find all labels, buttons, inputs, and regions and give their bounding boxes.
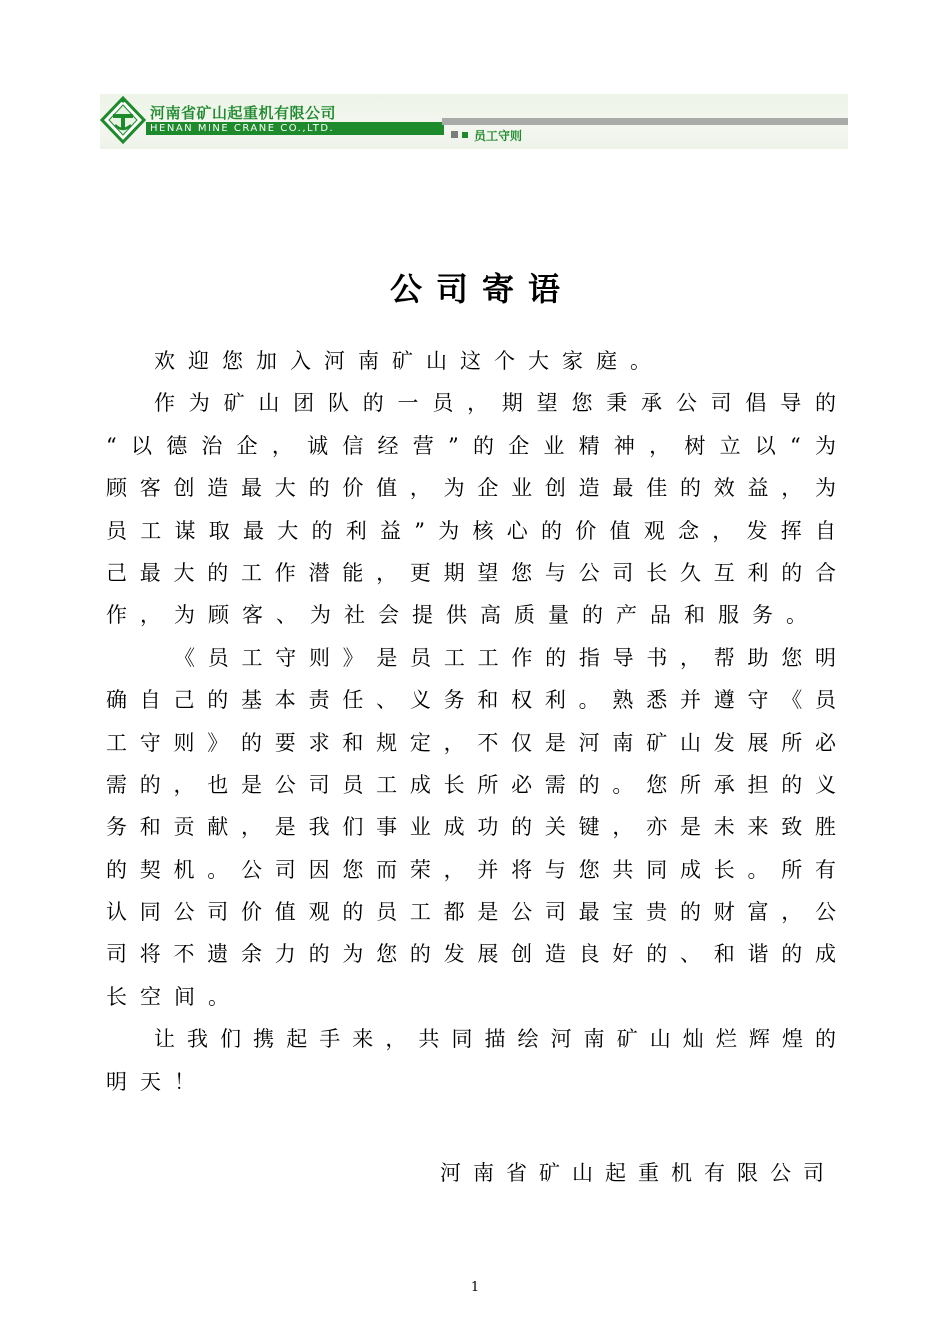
body-line: 的契机。公司因您而荣，并将与您共同成长。所有 — [106, 857, 836, 882]
body-line: 司将不遗余力的为您的发展创造良好的、和谐的成 — [106, 942, 836, 967]
header-banner — [100, 94, 848, 149]
body-line: 确自己的基本责任、义务和权利。熟悉并遵守《员 — [106, 688, 836, 713]
company-logo-icon — [100, 96, 146, 144]
gray-square-icon — [451, 131, 458, 138]
page-title: 公司寄语 — [389, 270, 574, 308]
body-line: 员工谋取最大的利益”为核心的价值观念，发挥自 — [106, 518, 836, 543]
body-line: 明天！ — [106, 1069, 208, 1094]
body-line: 作为矿山团队的一员，期望您秉承公司倡导的 — [154, 391, 836, 416]
body-line: 己最大的工作潜能，更期望您与公司长久互利的合 — [106, 560, 836, 585]
body-line: 顾客创造最大的价值，为企业创造最佳的效益，为 — [106, 476, 836, 501]
body-line: 欢迎您加入河南矿山这个大家庭。 — [154, 349, 664, 373]
body-line: 《员工守则》是员工工作的指导书，帮助您明 — [174, 645, 836, 670]
letter-body — [106, 340, 836, 1103]
section-label: 员工守则 — [474, 129, 523, 143]
page-number: 1 — [470, 1280, 480, 1295]
body-line: 务和贡献，是我们事业成功的关键，亦是未来致胜 — [106, 815, 836, 840]
signature: 河南省矿山起重机有限公司 — [440, 1161, 836, 1185]
body-line: 长空间。 — [106, 984, 242, 1009]
body-line: 认同公司价值观的员工都是公司最宝贵的财富，公 — [106, 900, 836, 925]
company-name-cn: 河南省矿山起重机有限公司 — [150, 104, 337, 122]
green-square-icon — [462, 132, 468, 138]
body-line: 让我们携起手来，共同描绘河南矿山灿烂辉煌的 — [154, 1027, 836, 1052]
company-name-en: HENAN MINE CRANE CO.,LTD. — [150, 123, 335, 134]
header-gray-bar — [442, 118, 848, 125]
body-line: “以德治企，诚信经营”的企业精神，树立以“为 — [106, 433, 836, 458]
body-line: 需的，也是公司员工成长所必需的。您所承担的义 — [106, 772, 836, 797]
body-line: 作，为顾客、为社会提供高质量的产品和服务。 — [106, 603, 820, 628]
body-line: 工守则》的要求和规定，不仅是河南矿山发展所必 — [106, 730, 836, 755]
